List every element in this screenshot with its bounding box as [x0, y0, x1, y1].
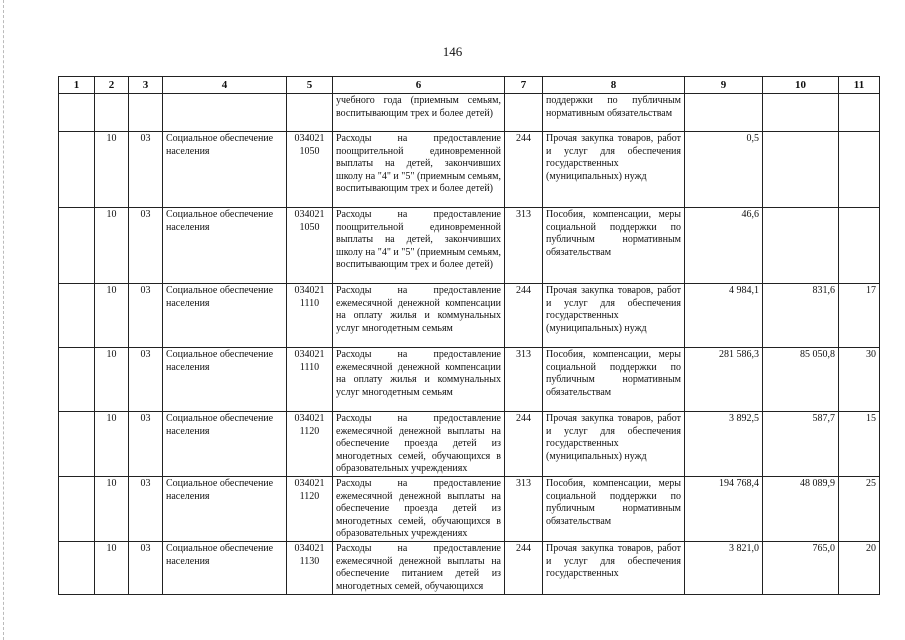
cell	[505, 94, 543, 132]
section-code: 10	[95, 348, 129, 412]
amount-secondary: 765,0	[763, 542, 839, 595]
amount-count: 15	[839, 412, 880, 477]
expense-description: Расходы на предоставление ежемесячной денежной компенсации на оплату жилья и коммунальных услуг многодетным семьям	[333, 284, 505, 348]
target-code: 034021 1120	[287, 412, 333, 477]
expense-code: 244	[505, 132, 543, 208]
section-name: Социальное обеспечение населения	[163, 284, 287, 348]
expense-description: Расходы на предоставление ежемесячной денежной выплаты на обеспечение проезда детей из многодетных семей, обучающихся в образовательных учреждениях	[333, 477, 505, 542]
amount-total: 3 821,0	[685, 542, 763, 595]
section-name: Социальное обеспечение населения	[163, 412, 287, 477]
section-code: 10	[95, 208, 129, 284]
amount-count: 17	[839, 284, 880, 348]
cell	[59, 132, 95, 208]
subsection-code: 03	[129, 208, 163, 284]
expense-code: 244	[505, 542, 543, 595]
expense-code: 313	[505, 348, 543, 412]
amount-count: 30	[839, 348, 880, 412]
cell	[95, 94, 129, 132]
amount-total: 281 586,3	[685, 348, 763, 412]
expense-type: Пособия, компенсации, меры социальной поддержки по публичным нормативным обязательствам	[543, 348, 685, 412]
expense-code: 313	[505, 477, 543, 542]
col-header: 11	[839, 77, 880, 94]
expense-type: Прочая закупка товаров, работ и услуг для обеспечения государственных (муниципальных) нужд	[543, 284, 685, 348]
section-code: 10	[95, 477, 129, 542]
cell	[763, 94, 839, 132]
cell	[59, 348, 95, 412]
budget-table	[58, 76, 880, 595]
amount-count	[839, 132, 880, 208]
expense-type: Пособия, компенсации, меры социальной поддержки по публичным нормативным обязательствам	[543, 208, 685, 284]
col-header: 1	[59, 77, 95, 94]
amount-total: 3 892,5	[685, 412, 763, 477]
amount-count	[839, 208, 880, 284]
expense-code: 244	[505, 284, 543, 348]
table-row	[59, 542, 880, 595]
section-name: Социальное обеспечение населения	[163, 348, 287, 412]
section-code: 10	[95, 284, 129, 348]
amount-secondary	[763, 208, 839, 284]
section-name: Социальное обеспечение населения	[163, 542, 287, 595]
table-row	[59, 348, 880, 412]
amount-secondary: 48 089,9	[763, 477, 839, 542]
target-code: 034021 1120	[287, 477, 333, 542]
subsection-code: 03	[129, 284, 163, 348]
col-header: 9	[685, 77, 763, 94]
amount-total: 4 984,1	[685, 284, 763, 348]
expense-description: Расходы на предоставление ежемесячной денежной компенсации на оплату жилья и коммунальных услуг многодетным семьям	[333, 348, 505, 412]
cell	[59, 284, 95, 348]
amount-secondary	[763, 132, 839, 208]
cell	[685, 94, 763, 132]
amount-count: 25	[839, 477, 880, 542]
target-code: 034021 1110	[287, 284, 333, 348]
col-header: 5	[287, 77, 333, 94]
col-header: 3	[129, 77, 163, 94]
amount-total: 194 768,4	[685, 477, 763, 542]
col-header: 8	[543, 77, 685, 94]
subsection-code: 03	[129, 542, 163, 595]
section-code: 10	[95, 132, 129, 208]
table-row	[59, 284, 880, 348]
expense-description: учебного года (приемным семьям, воспитывающим трех и более детей)	[333, 94, 505, 132]
continuation-row	[59, 94, 880, 132]
section-code: 10	[95, 542, 129, 595]
cell	[59, 94, 95, 132]
col-header: 2	[95, 77, 129, 94]
expense-code: 313	[505, 208, 543, 284]
target-code: 034021 1050	[287, 132, 333, 208]
target-code: 034021 1130	[287, 542, 333, 595]
expense-description: Расходы на предоставление ежемесячной денежной выплаты на обеспечение питанием детей из многодетных семей, обучающихся	[333, 542, 505, 595]
table-row	[59, 477, 880, 542]
section-name: Социальное обеспечение населения	[163, 208, 287, 284]
amount-count: 20	[839, 542, 880, 595]
amount-secondary: 85 050,8	[763, 348, 839, 412]
column-number-header	[59, 77, 880, 94]
cell	[59, 412, 95, 477]
table-row	[59, 412, 880, 477]
amount-secondary: 831,6	[763, 284, 839, 348]
page-number: 146	[442, 44, 463, 59]
section-name: Социальное обеспечение населения	[163, 132, 287, 208]
cell	[59, 542, 95, 595]
section-name: Социальное обеспечение населения	[163, 477, 287, 542]
expense-code: 244	[505, 412, 543, 477]
expense-type: Пособия, компенсации, меры социальной поддержки по публичным нормативным обязательствам	[543, 477, 685, 542]
expense-description: Расходы на предоставление ежемесячной денежной выплаты на обеспечение проезда детей из многодетных семей, обучающихся в образовательных учреждениях	[333, 412, 505, 477]
target-code: 034021 1050	[287, 208, 333, 284]
cell	[839, 94, 880, 132]
col-header: 4	[163, 77, 287, 94]
cell	[287, 94, 333, 132]
target-code: 034021 1110	[287, 348, 333, 412]
expense-type: Прочая закупка товаров, работ и услуг для обеспечения государственных (муниципальных) нужд	[543, 132, 685, 208]
subsection-code: 03	[129, 132, 163, 208]
expense-type: Прочая закупка товаров, работ и услуг для обеспечения государственных	[543, 542, 685, 595]
expense-description: Расходы на предоставление поощрительной единовременной выплаты на детей, закончивших школу на "4" и "5" (приемным семьям, воспитывающим трех и более детей)	[333, 208, 505, 284]
expense-type: поддержки по публичным нормативным обязательствам	[543, 94, 685, 132]
amount-secondary: 587,7	[763, 412, 839, 477]
subsection-code: 03	[129, 412, 163, 477]
expense-type: Прочая закупка товаров, работ и услуг для обеспечения государственных (муниципальных) нужд	[543, 412, 685, 477]
table-row	[59, 132, 880, 208]
table-row	[59, 208, 880, 284]
subsection-code: 03	[129, 348, 163, 412]
cell	[129, 94, 163, 132]
amount-total: 46,6	[685, 208, 763, 284]
cell	[59, 208, 95, 284]
expense-description: Расходы на предоставление поощрительной единовременной выплаты на детей, закончивших школу на "4" и "5" (приемным семьям, воспитывающим трех и более детей)	[333, 132, 505, 208]
amount-total: 0,5	[685, 132, 763, 208]
col-header: 7	[505, 77, 543, 94]
col-header: 10	[763, 77, 839, 94]
scan-edge-marks	[3, 0, 6, 640]
col-header: 6	[333, 77, 505, 94]
subsection-code: 03	[129, 477, 163, 542]
cell	[163, 94, 287, 132]
section-code: 10	[95, 412, 129, 477]
cell	[59, 477, 95, 542]
